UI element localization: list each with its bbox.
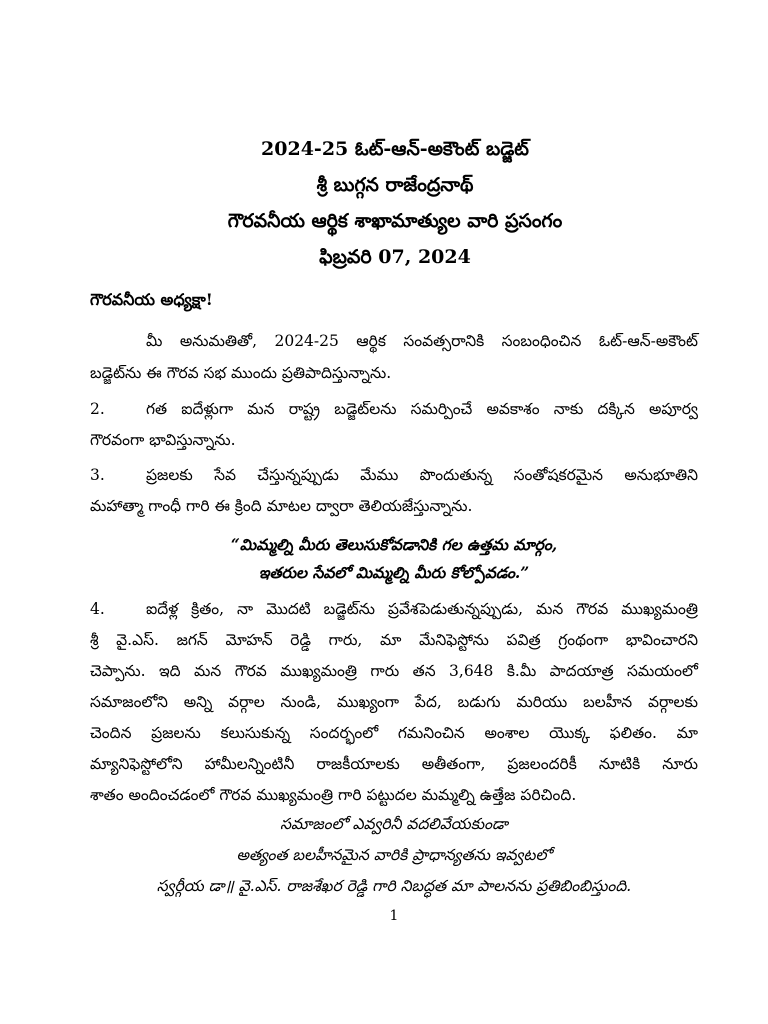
para1-line: మీ అనుమతితో, 2024-25 ఆర్థిక సంవత్సరానికి సంబంధించిన ఓట్-ఆన్-అకౌంట్ (146, 332, 698, 350)
para2-line: గౌరవంగా భావిస్తున్నాను. (90, 431, 236, 449)
salutation: గౌరవనీయ అధ్యక్షా! (90, 290, 213, 309)
para4-line: సమాజంలోని అన్ని వర్గాల నుండి, ముఖ్యంగా పేద, బడుగు మరియు బలహీన వర్గాలకు (90, 693, 698, 711)
para2-number: 2. (90, 400, 105, 418)
page-number: 1 (389, 908, 399, 924)
para4-line: శాతం అందించడంలో గౌరవ ముఖ్యమంత్రి గారి పట్టుదల మమ్మల్ని ఉత్తేజ పరిచింది. (90, 786, 577, 804)
para3-line: మహాత్మా గాంధీ గారి ఈ క్రింది మాటల ద్వారా తెలియజేస్తున్నాను. (90, 497, 473, 515)
para4-line: ఐదేళ్ల క్రితం, నా మొదటి బడ్జెట్‌ను ప్రవేశపెడుతున్నప్పుడు, మన గౌరవ ముఖ్యమంత్రి (146, 600, 698, 618)
para2-line: గత ఐదేళ్లుగా మన రాష్ట్ర బడ్జెట్‌లను సమర్పించే అవకాశం నాకు దక్కిన అపూర్వ (146, 400, 698, 418)
verse-line: సమాజంలో ఎవ్వరినీ వదలివేయకుండా (280, 815, 508, 833)
gandhi-quote-line: “మిమ్మల్ని మీరు తెలుసుకోవడానికి గల ఉత్తమ మార్గం, (230, 535, 558, 554)
verse-line: స్వర్గీయ డా॥ వై.ఎస్. రాజశేఖర రెడ్డి గారి నిబద్ధత మా పాలనను ప్రతిబింబిస్తుంది. (156, 877, 632, 895)
para4-number: 4. (90, 600, 105, 618)
document-title: 2024-25 ఓట్-ఆన్-అకౌంట్ బడ్జెట్ (261, 138, 529, 160)
speech-subtitle: గౌరవనీయ ఆర్థిక శాఖామాత్యుల వారి ప్రసంగం (227, 210, 563, 232)
para4-line: శ్రీ వై.ఎస్. జగన్ మోహన్ రెడ్డి గారు, మా మేనిఫెస్టోను పవిత్ర గ్రంథంగా భావించారని (90, 631, 698, 649)
speech-date: ఫిబ్రవరి 07, 2024 (319, 246, 471, 268)
verse-line: అత్యంత బలహీనమైన వారికి ప్రాధాన్యతను ఇవ్వటలో (236, 846, 552, 864)
para4-line: చెందిన ప్రజలను కలుసుకున్న సందర్భంలో గమనించిన అంశాల యొక్క ఫలితం. మా (90, 724, 698, 742)
gandhi-quote-line: ఇతరుల సేవలో మిమ్మల్ని మీరు కోల్పోవడం.” (258, 563, 530, 582)
para3-line: ప్రజలకు సేవ చేస్తున్నప్పుడు మేము పొందుతున్న సంతోషకరమైన అనుభూతిని (146, 466, 698, 484)
minister-name: శ్రీ బుగ్గన రాజేంద్రనాథ్ (316, 174, 474, 196)
para4-line: మ్యానిఫెస్టోలోని హామీలన్నింటినీ రాజకీయాలకు అతీతంగా, ప్రజలందరికీ నూటికి నూరు (90, 755, 698, 773)
para3-number: 3. (90, 466, 105, 484)
para4-line: చెప్పాను. ఇది మన గౌరవ ముఖ్యమంత్రి గారు తన 3,648 కి.మీ పాదయాత్ర సమయంలో (90, 662, 698, 680)
para1-line: బడ్జెట్‌ను ఈ గౌరవ సభ ముందు ప్రతిపాదిస్తున్నాను. (90, 364, 392, 382)
